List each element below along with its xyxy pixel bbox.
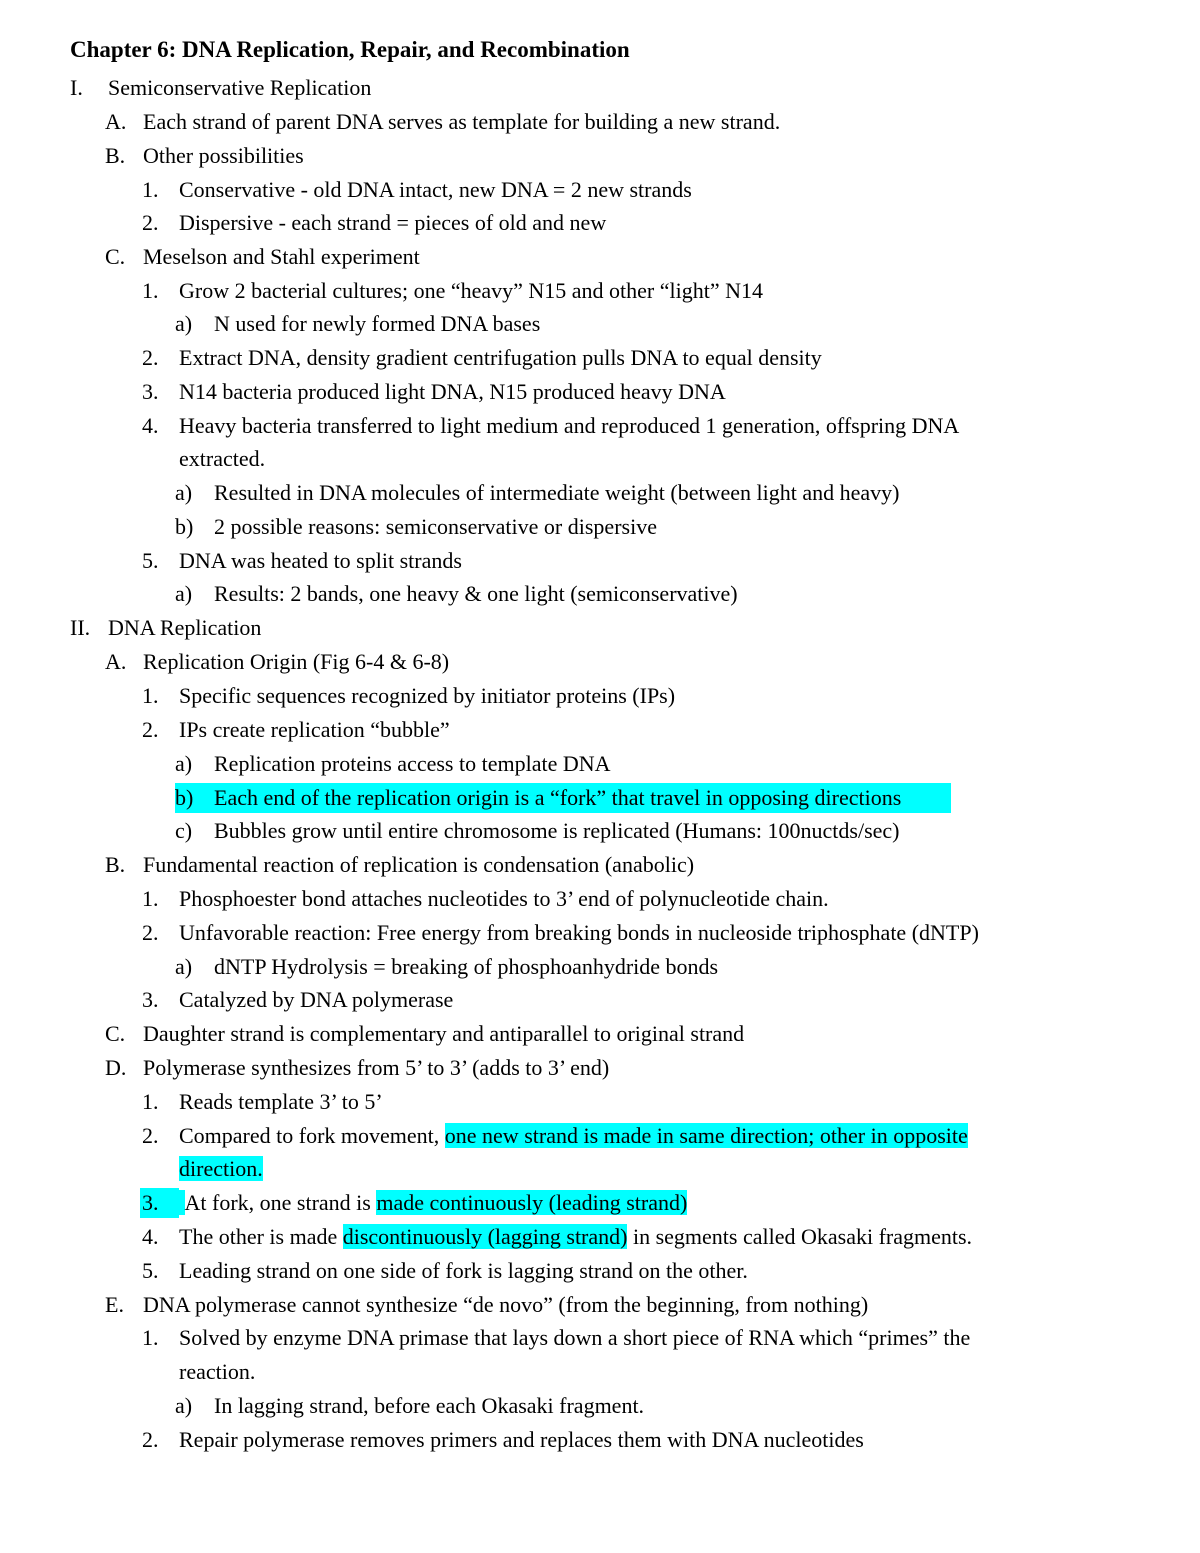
outline-marker: 3. [142,987,159,1012]
outline-marker: 1. [142,278,159,303]
outline-text: Daughter strand is complementary and antiparallel to original strand [143,1021,745,1046]
plain-text: in segments called Okasaki fragments. [627,1224,973,1249]
outline-text: N used for newly formed DNA bases [214,311,541,336]
outline-text: Solved by enzyme DNA primase that lays down a short piece of RNA which “primes” the [179,1325,971,1350]
outline-text: Each strand of parent DNA serves as template for building a new strand. [143,109,781,134]
outline-text: Replication Origin (Fig 6-4 & 6-8) [143,649,450,674]
outline-marker: 1. [142,683,159,708]
outline-text: Other possibilities [143,143,304,168]
outline-marker: a) [175,480,193,505]
outline-text: DNA polymerase cannot synthesize “de novo” (from the beginning, from nothing) [143,1292,869,1317]
outline-text: dNTP Hydrolysis = breaking of phosphoanhydride bonds [214,954,719,979]
outline-text [179,1152,263,1186]
outline-marker: 2. [142,1123,159,1148]
outline-marker: a) [175,954,193,979]
document-title: Chapter 6: DNA Replication, Repair, and Recombination [70,37,630,62]
outline-text: N14 bacteria produced light DNA, N15 produced heavy DNA [179,379,726,404]
outline-marker: B. [105,143,126,168]
highlighted-text: made continuously (leading strand) [376,1190,688,1215]
outline-marker: 3. [142,379,159,404]
outline-text: Reads template 3’ to 5’ [179,1089,383,1114]
outline-text: extracted. [179,446,266,471]
outline-marker: 4. [142,1224,159,1249]
outline-text: Polymerase synthesizes from 5’ to 3’ (adds to 3’ end) [143,1055,610,1080]
highlighted-text: direction. [179,1156,263,1181]
outline-marker: E. [105,1292,124,1317]
outline-text: Specific sequences recognized by initiator proteins (IPs) [179,683,676,708]
outline-marker: 2. [142,920,159,945]
plain-text: Compared to fork movement, [179,1123,445,1148]
outline-marker: C. [105,244,126,269]
outline-text: Phosphoester bond attaches nucleotides to 3’ end of polynucleotide chain. [179,886,829,911]
outline-text: Dispersive - each strand = pieces of old and new [179,210,607,235]
outline-text: In lagging strand, before each Okasaki fragment. [214,1393,645,1418]
plain-text: At fork, one strand is [184,1190,377,1215]
outline-text: Bubbles grow until entire chromosome is replicated (Humans: 100nuctds/sec) [214,818,900,843]
outline-text: IPs create replication “bubble” [179,717,450,742]
outline-marker: 1. [142,1089,159,1114]
outline-text: Replication proteins access to template DNA [214,751,611,776]
outline-text: Extract DNA, density gradient centrifugation pulls DNA to equal density [179,345,822,370]
outline-text: Fundamental reaction of replication is condensation (anabolic) [143,852,695,877]
outline-marker: 2. [142,717,159,742]
outline-text: Leading strand on one side of fork is lagging strand on the other. [179,1258,748,1283]
outline-marker: 3. [142,1190,159,1215]
outline-marker: II. [70,615,91,640]
highlighted-text: one new strand is made in same direction; other in opposite [444,1123,968,1148]
outline-text: 2 possible reasons: semiconservative or dispersive [214,514,657,539]
outline-marker: 1. [142,1325,159,1350]
outline-marker: 1. [142,886,159,911]
outline-text: Heavy bacteria transferred to light medium and reproduced 1 generation, offspring DNA [179,413,960,438]
outline-marker: I. [70,75,83,100]
outline-marker: 5. [142,548,159,573]
outline-text: Grow 2 bacterial cultures; one “heavy” N15 and other “light” N14 [179,278,764,303]
outline-marker: a) [175,1393,193,1418]
outline-marker: a) [175,751,193,776]
outline-marker: b) [175,785,194,810]
outline-text: DNA Replication [108,615,262,640]
outline-text: Catalyzed by DNA polymerase [179,987,454,1012]
outline-marker: 4. [142,413,159,438]
outline-marker: A. [105,109,127,134]
outline-text: Resulted in DNA molecules of intermediate weight (between light and heavy) [214,480,900,505]
outline-text: Results: 2 bands, one heavy & one light (semiconservative) [214,581,738,606]
outline-text: Semiconservative Replication [108,75,372,100]
outline-marker: B. [105,852,126,877]
outline-marker: b) [175,514,194,539]
outline-text [179,1220,972,1254]
outline-marker: 5. [142,1258,159,1283]
outline-text: reaction. [179,1359,256,1384]
outline-marker: c) [175,818,193,843]
outline-text: Repair polymerase removes primers and replaces them with DNA nucleotides [179,1427,864,1452]
outline-marker: 2. [142,345,159,370]
outline-text: Each end of the replication origin is a “fork” that travel in opposing directions [214,785,902,810]
outline-text [179,1119,968,1153]
outline-marker: a) [175,311,193,336]
highlighted-text: discontinuously (lagging strand) [342,1224,628,1249]
outline-marker: 2. [142,210,159,235]
outline-marker: 2. [142,1427,159,1452]
outline-marker: a) [175,581,193,606]
outline-text: Unfavorable reaction: Free energy from breaking bonds in nucleoside triphosphate (dNTP) [179,920,979,945]
outline-text [179,1186,687,1220]
outline-text: DNA was heated to split strands [179,548,462,573]
outline-text: Conservative - old DNA intact, new DNA = 2 new strands [179,177,692,202]
plain-text: The other is made [179,1224,343,1249]
outline-marker: C. [105,1021,126,1046]
outline-marker: 1. [142,177,159,202]
outline-text: Meselson and Stahl experiment [143,244,420,269]
outline-marker: D. [105,1055,127,1080]
outline-marker: A. [105,649,127,674]
